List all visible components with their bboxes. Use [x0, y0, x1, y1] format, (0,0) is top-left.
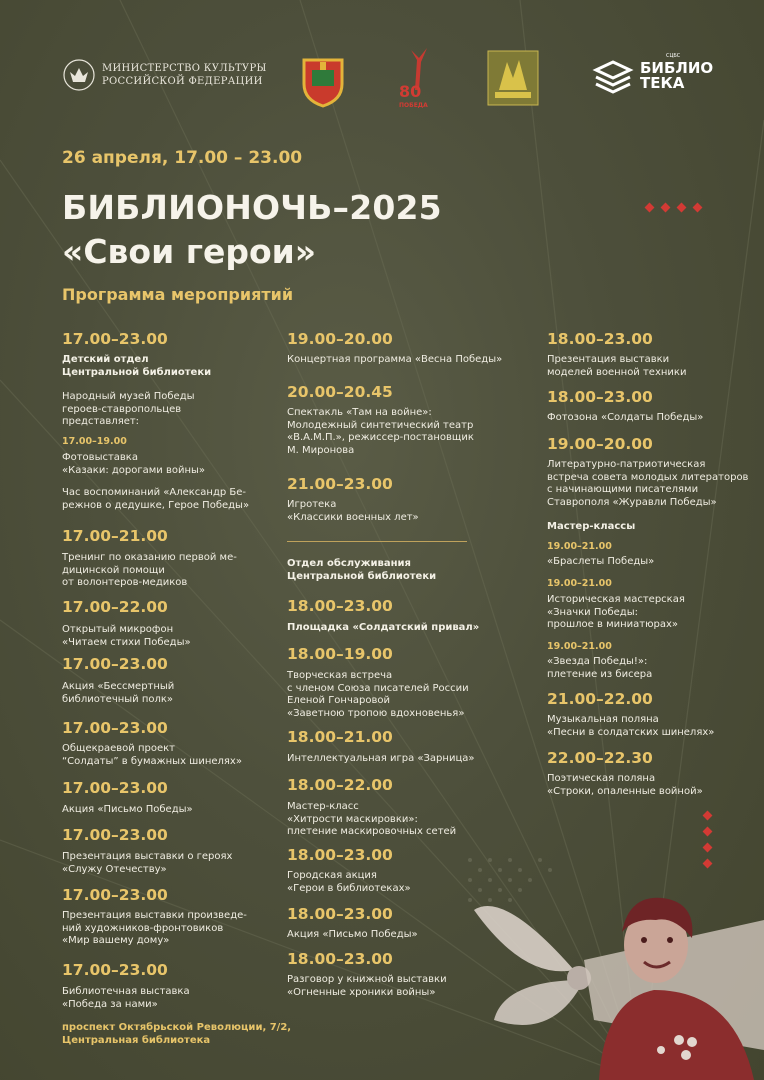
event-time: 18.00–23.00 — [287, 846, 393, 864]
event-time: 21.00–22.00 — [547, 690, 653, 708]
event-date: 26 апреля, 17.00 – 23.00 — [62, 148, 303, 168]
eagle-emblem-icon — [62, 58, 96, 92]
event-time: 17.00–23.00 — [62, 886, 168, 904]
event-time: 18.00–22.00 — [287, 776, 393, 794]
diamond-icon — [661, 203, 671, 213]
event-description: «Звезда Победы!»: плетение из бисера — [547, 656, 653, 680]
page-title-theme: «Свои герои» — [62, 232, 317, 271]
diamond-icon — [677, 203, 687, 213]
event-time: 18.00–23.00 — [287, 597, 393, 615]
diamond-icon — [703, 811, 713, 821]
diamond-icon — [645, 203, 655, 213]
city-coat-of-arms-icon — [298, 54, 348, 108]
ministry-line1: МИНИСТЕРСТВО КУЛЬТУРЫ — [102, 63, 267, 74]
ministry-logo — [62, 58, 267, 92]
event-time: 18.00–23.00 — [547, 330, 653, 348]
event-time: 21.00–23.00 — [287, 475, 393, 493]
event-subtime: 19.00–21.00 — [547, 578, 612, 589]
event-description: Мастер-класс «Хитрости маскировки»: плетение маскировочных сетей — [287, 801, 457, 837]
event-description: Акция «Бессмертный библиотечный полк» — [62, 681, 175, 705]
event-time: 17.00–23.00 — [62, 779, 168, 797]
logos-row — [62, 46, 724, 116]
event-description: Литературно-патриотическая встреча совета молодых литераторов с начинающими писателями Ставрополя «Журавли Победы» — [547, 459, 749, 508]
biblioteka-logo — [592, 53, 714, 94]
section-heading: Отдел обслуживания Центральной библиотеки — [287, 558, 437, 582]
event-heading: Детский отдел Центральной библиотеки — [62, 354, 212, 378]
diamond-icon — [693, 203, 703, 213]
victory-80-logo — [397, 46, 437, 116]
pilot-photo-illustration — [434, 850, 764, 1080]
event-description: Интеллектуальная игра «Зарница» — [287, 753, 475, 764]
page-title: БИБЛИОНОЧЬ–2025 — [62, 188, 442, 227]
victory-number: 80 — [399, 82, 422, 101]
event-subtime: 17.00–19.00 — [62, 436, 127, 447]
event-description: Творческая встреча с членом Союза писателей России Еленой Гончаровой «Заветною тропою вдохновенья» — [287, 670, 469, 719]
ministry-line2: РОССИЙСКОЙ ФЕДЕРАЦИИ — [102, 76, 263, 87]
event-description: Музыкальная поляна «Песни в солдатских шинелях» — [547, 714, 715, 738]
biblioteka-line1: БИБЛИО — [640, 59, 714, 77]
event-time: 18.00–19.00 — [287, 645, 393, 663]
event-time: 18.00–23.00 — [287, 905, 393, 923]
program-subtitle: Программа мероприятий — [62, 285, 294, 304]
event-description: Игротека «Классики военных лет» — [287, 499, 419, 523]
event-time: 18.00–23.00 — [287, 950, 393, 968]
event-subtime: 19.00–21.00 — [547, 541, 612, 552]
event-description: Презентация выставки произведе- ний художников-фронтовиков «Мир вашему дому» — [62, 910, 247, 946]
event-description: «Браслеты Победы» — [547, 556, 655, 567]
event-time: 20.00–20.45 — [287, 383, 393, 401]
event-time: 19.00–20.00 — [287, 330, 393, 348]
event-description: Разговор у книжной выставки «Огненные хроники войны» — [287, 974, 447, 998]
event-time: 18.00–23.00 — [547, 388, 653, 406]
event-description: Общекраевой проект “Солдаты” в бумажных шинелях» — [62, 743, 242, 767]
event-description: Спектакль «Там на войне»: Молодежный синтетический театр «В.А.М.П.», режиссер-постановщик М. Миронова — [287, 407, 474, 456]
venue-address: проспект Октябрьской Революции, 7/2, Центральная библиотека — [62, 1022, 292, 1046]
event-description: Фотозона «Солдаты Победы» — [547, 412, 704, 423]
event-time: 17.00–23.00 — [62, 961, 168, 979]
diamond-icon — [703, 827, 713, 837]
event-time: 19.00–20.00 — [547, 435, 653, 453]
regional-library-logo — [487, 50, 539, 106]
event-subtime: 19.00–21.00 — [547, 641, 612, 652]
event-time: 18.00–21.00 — [287, 728, 393, 746]
event-description: Акция «Письмо Победы» — [287, 929, 418, 940]
event-description: Народный музей Победы героев-ставропольцев представляет: — [62, 391, 195, 427]
biblioteka-line2: ТЕКА — [640, 74, 685, 92]
event-time: 17.00–23.00 — [62, 719, 168, 737]
event-heading: Площадка «Солдатский привал» — [287, 622, 480, 633]
book-stack-icon — [592, 58, 634, 94]
event-time: 17.00–23.00 — [62, 826, 168, 844]
victory-word: ПОБЕДА — [399, 102, 428, 109]
event-description: Тренинг по оказанию первой ме- дицинской помощи от волонтеров-медиков — [62, 552, 237, 588]
event-description: Фотовыставка «Казаки: дорогами войны» — [62, 452, 206, 476]
event-description: Историческая мастерская «Значки Победы: прошлое в миниатюрах» — [547, 594, 685, 630]
event-description: Акция «Письмо Победы» — [62, 804, 193, 815]
event-description: Час воспоминаний «Александр Бе- режнов о дедушке, Герое Победы» — [62, 487, 250, 511]
masterclasses-heading: Мастер-классы — [547, 521, 636, 532]
event-time: 17.00–22.00 — [62, 598, 168, 616]
event-time: 17.00–21.00 — [62, 527, 168, 545]
event-description: Поэтическая поляна «Строки, опаленные войной» — [547, 773, 703, 797]
event-time: 22.00–22.30 — [547, 749, 653, 767]
event-description: Городская акция «Герои в библиотеках» — [287, 870, 411, 894]
biblioteka-small-label: СЦБС — [666, 53, 681, 59]
event-description: Библиотечная выставка «Победа за нами» — [62, 986, 190, 1010]
event-time: 17.00–23.00 — [62, 655, 168, 673]
event-description: Презентация выставки моделей военной техники — [547, 354, 687, 378]
event-time: 17.00–23.00 — [62, 330, 168, 348]
section-divider — [287, 541, 467, 542]
event-description: Концертная программа «Весна Победы» — [287, 354, 503, 365]
decorative-red-dots — [646, 204, 701, 211]
event-description: Презентация выставки о героях «Служу Отечеству» — [62, 851, 233, 875]
event-description: Открытый микрофон «Читаем стихи Победы» — [62, 624, 191, 648]
